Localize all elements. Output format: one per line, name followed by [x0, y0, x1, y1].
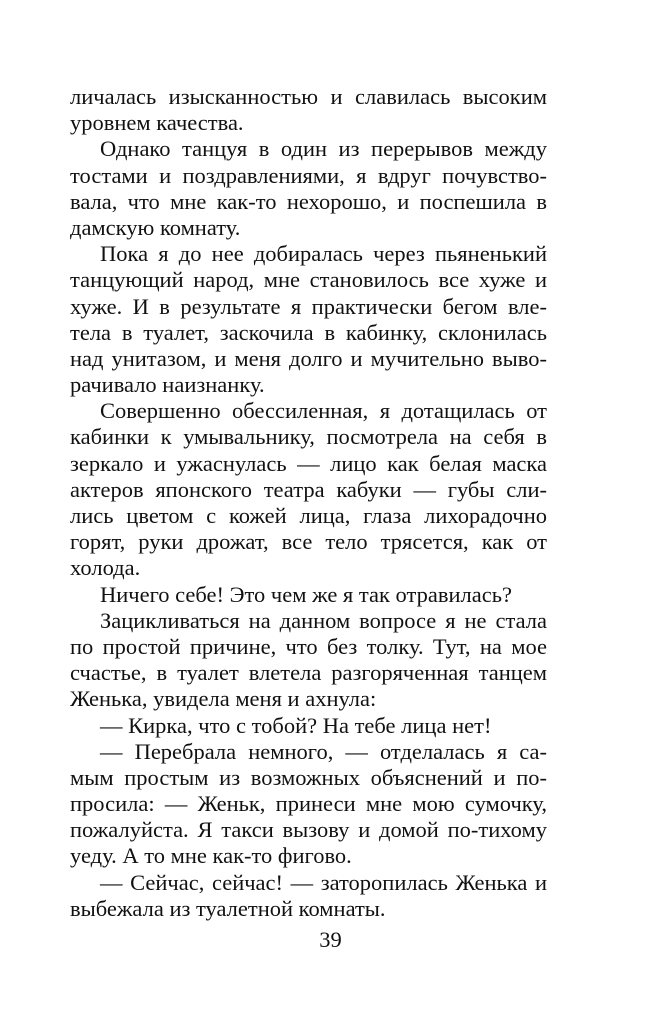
- text-line: Женька, увидела меня и ахнула:: [70, 686, 377, 712]
- text-line: выбежала из туалетной комнаты.: [70, 895, 386, 921]
- text-line: лись цветом с кожей лица, глаза лихорадочно: [70, 503, 547, 528]
- text-line: — Сейчас, сейчас! — заторопилась Женька и: [100, 869, 547, 895]
- text-line: холода.: [70, 555, 141, 581]
- text-line: — Кирка, что с тобой? На тебе лица нет!: [100, 712, 492, 738]
- text-line: счастье, в туалет влетела разгоряченная танцем: [70, 660, 547, 686]
- page-number: 39: [319, 927, 342, 952]
- text-line: танцующий народ, мне становилось все хуже и: [70, 267, 547, 293]
- text-line: по простой причине, что без толку. Тут, на мое: [70, 633, 547, 659]
- text-line: Ничего себе! Это чем же я так отравилась?: [100, 581, 512, 607]
- text-line: — Перебрала немного, — отделалась я са-: [100, 738, 547, 764]
- text-line: пожалуйста. Я такси вызову и домой по-тихому: [70, 817, 547, 843]
- text-line: Однако танцуя в один из перерывов между: [100, 136, 547, 162]
- text-line: горят, руки дрожат, все тело трясется, как от: [70, 529, 547, 555]
- text-line: актеров японского театра кабуки — губы сли-: [70, 476, 547, 502]
- text-line: личалась изысканностью и славилась высоким: [70, 84, 547, 109]
- text-line: тостами и поздравлениями, я вдруг почувство-: [70, 162, 547, 188]
- text-line: хуже. И в результате я практически бегом вле-: [70, 293, 547, 319]
- text-line: Совершенно обессиленная, я дотащилась от: [100, 398, 547, 424]
- page-text-block: [70, 84, 547, 922]
- text-line: Зацикливаться на данном вопросе я не стала: [100, 607, 547, 633]
- text-line: вала, что мне как-то нехорошо, и поспешила в: [70, 188, 547, 214]
- text-line: Пока я до нее добиралась через пьяненький: [100, 241, 547, 267]
- text-line: рачивало наизнанку.: [70, 372, 265, 398]
- text-line: просила: — Женьк, принеси мне мою сумочку,: [70, 791, 547, 817]
- text-line: уеду. А то мне как-то фигово.: [70, 843, 352, 869]
- text-line: дамскую комнату.: [70, 214, 241, 240]
- text-line: зеркало и ужаснулась — лицо как белая маска: [70, 450, 547, 476]
- text-line: мым простым из возможных объяснений и по-: [70, 764, 547, 790]
- text-line: над унитазом, и меня долго и мучительно выво-: [70, 345, 547, 371]
- text-line: тела в туалет, заскочила в кабинку, склонилась: [70, 319, 547, 345]
- text-line: кабинки к умывальнику, посмотрела на себя в: [70, 424, 547, 450]
- text-line: уровнем качества.: [70, 110, 244, 136]
